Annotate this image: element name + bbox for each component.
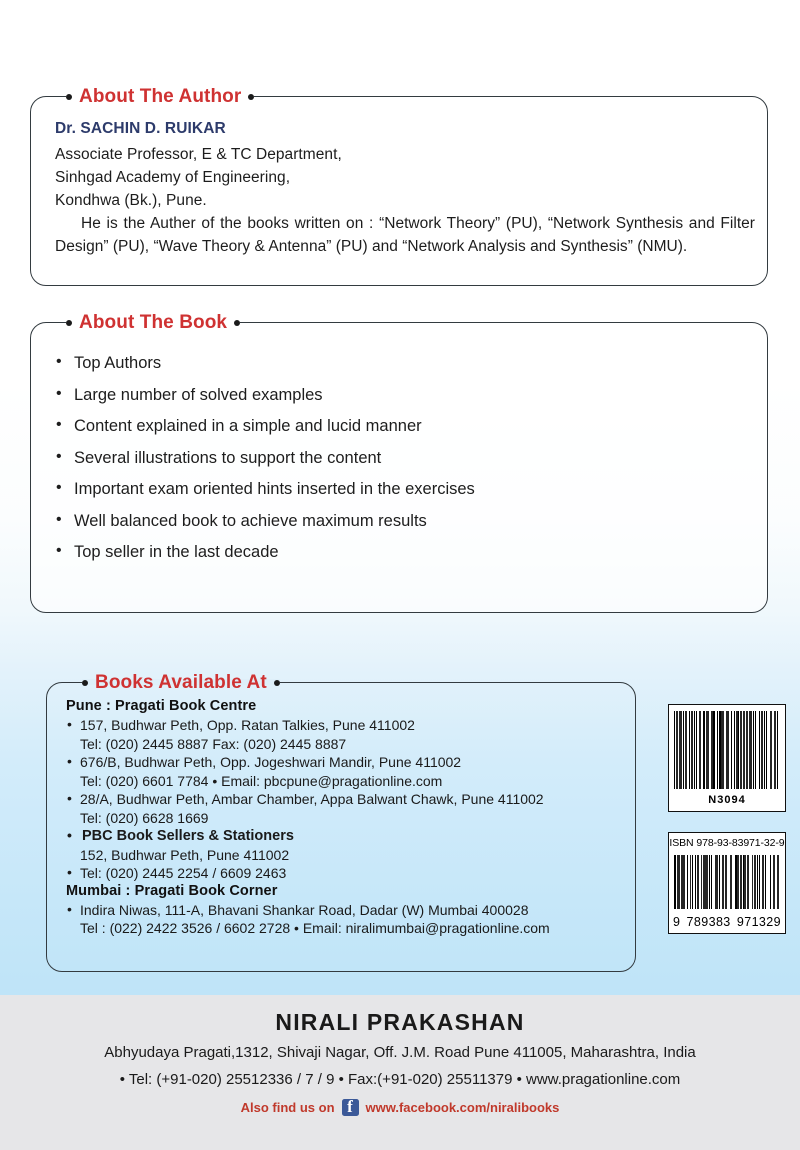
right-dot-icon	[234, 320, 240, 326]
barcode-bars	[674, 711, 780, 789]
author-affiliation-line-2: Sinhgad Academy of Engineering,	[55, 169, 291, 186]
mumbai-outlet-contact: Tel : (022) 2422 3526 / 6602 2728 • Email: niralimumbai@pragationline.com	[80, 920, 550, 936]
isbn-barcode	[668, 832, 786, 934]
author-affiliation-line-3: Kondhwa (Bk.), Pune.	[55, 192, 207, 209]
isbn-number-text: ISBN 978-93-83971-32-9	[669, 837, 785, 849]
mumbai-outlet-address: • Indira Niwas, 111-A, Bhavani Shankar Road, Dadar (W) Mumbai 400028	[66, 901, 626, 920]
book-feature-item: • Well balanced book to achieve maximum results	[52, 510, 475, 532]
publisher-footer	[0, 995, 800, 1150]
social-prefix-label: Also find us on	[240, 1100, 335, 1115]
right-dot-icon	[274, 680, 280, 686]
publisher-contact: • Tel: (+91-020) 25512336 / 7 / 9 • Fax:(+91-020) 25511379 • www.pragationline.com	[119, 1071, 681, 1088]
book-feature-item: • Important exam oriented hints inserted in the exercises	[52, 478, 475, 500]
book-feature-item: • Top seller in the last decade	[52, 541, 475, 563]
barcode-bars	[674, 855, 780, 909]
author-biography: He is the Auther of the books written on : “Network Theory” (PU), “Network Synthesis and Filter Design” (PU), “Wave Theory & Antenna” (PU) and “Network Analysis and Synthesis” (NMU).	[55, 215, 755, 255]
right-dot-icon	[248, 94, 254, 100]
pune-outlet-list	[66, 716, 626, 827]
book-feature-item: • Large number of solved examples	[52, 384, 475, 406]
books-available-at-title-group	[82, 672, 280, 694]
pune-outlet-address: • 676/B, Budhwar Peth, Opp. Jogeshwari Mandir, Pune 411002	[66, 753, 626, 772]
pbc-telephone: • Tel: (020) 2445 2254 / 6609 2463	[66, 864, 626, 883]
pune-outlet-contact: Tel: (020) 6601 7784 • Email: pbcpune@pragationline.com	[80, 772, 443, 789]
book-feature-list	[52, 352, 475, 573]
books-available-at-title: Books Available At	[95, 672, 267, 693]
pbc-heading: • PBC Book Sellers & Stationers	[66, 827, 626, 846]
isbn-digit-group: 971329	[736, 915, 781, 929]
isbn-digit-groups	[673, 915, 781, 929]
pbc-address: 152, Budhwar Peth, Pune 411002	[80, 846, 290, 863]
book-feature-item: • Top Authors	[52, 352, 475, 374]
publisher-address: Abhyudaya Pragati,1312, Shivaji Nagar, Off. J.M. Road Pune 411005, Maharashtra, India	[104, 1044, 696, 1061]
about-the-author-title: About The Author	[79, 86, 242, 107]
pune-outlet-contact: Tel: (020) 2445 8887 Fax: (020) 2445 8887	[80, 735, 347, 752]
isbn-digit-group: 789383	[686, 915, 731, 929]
about-the-book-title-group	[66, 312, 240, 334]
internal-code-label: N3094	[708, 794, 746, 806]
pune-heading: Pune : Pragati Book Centre	[66, 698, 257, 714]
mumbai-heading: Mumbai : Pragati Book Corner	[66, 882, 278, 899]
author-affiliation-line-1: Associate Professor, E & TC Department,	[55, 146, 342, 163]
publisher-name: NIRALI PRAKASHAN	[275, 1009, 525, 1035]
author-name: Dr. SACHIN D. RUIKAR	[55, 120, 226, 137]
book-feature-item: • Several illustrations to support the content	[52, 447, 475, 469]
about-the-book-title: About The Book	[79, 312, 228, 333]
internal-code-barcode	[668, 704, 786, 812]
pune-outlet-address: • 28/A, Budhwar Peth, Ambar Chamber, Appa Balwant Chawk, Pune 411002	[66, 790, 626, 809]
pune-outlet-address: • 157, Budhwar Peth, Opp. Ratan Talkies, Pune 411002	[66, 716, 626, 735]
isbn-digit-group: 9	[673, 915, 681, 929]
facebook-icon[interactable]	[342, 1099, 359, 1116]
availability-content	[66, 698, 626, 938]
facebook-url[interactable]: www.facebook.com/niralibooks	[365, 1100, 560, 1115]
about-the-author-title-group	[66, 86, 254, 108]
social-row	[0, 1099, 800, 1116]
pune-outlet-contact: Tel: (020) 6628 1669	[80, 809, 209, 826]
book-feature-item: • Content explained in a simple and lucid manner	[52, 415, 475, 437]
